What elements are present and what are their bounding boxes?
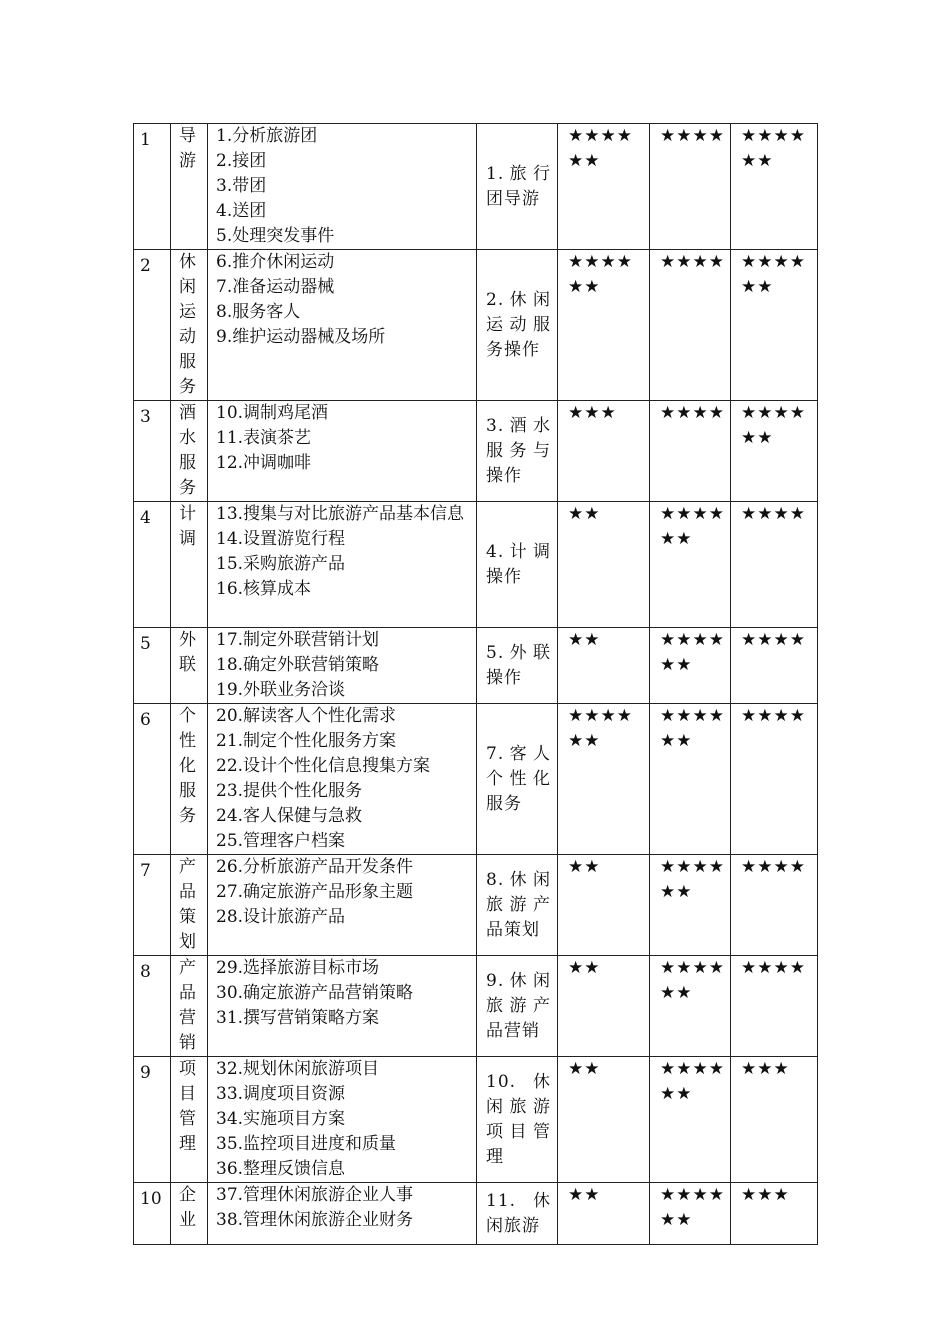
rating-stars: ★★★ bbox=[731, 1183, 818, 1245]
table-body bbox=[134, 124, 818, 1245]
rating-stars: ★★★★ bbox=[731, 855, 818, 956]
row-number: 6 bbox=[134, 704, 171, 855]
row-number: 7 bbox=[134, 855, 171, 956]
task-item: 4.送团 bbox=[216, 201, 267, 221]
course-module: 2.休闲运动服务操作 bbox=[477, 250, 558, 401]
curriculum-table bbox=[133, 123, 818, 1245]
task-item: 12.冲调咖啡 bbox=[216, 453, 312, 473]
task-item: 26.分析旅游产品开发条件 bbox=[216, 857, 414, 877]
task-item: 23.提供个性化服务 bbox=[216, 781, 363, 801]
job-category: 企业 bbox=[171, 1183, 208, 1245]
rating-stars: ★★★★★★ bbox=[650, 956, 731, 1057]
table-row bbox=[134, 250, 818, 401]
task-item: 14.设置游览行程 bbox=[216, 529, 346, 549]
task-item: 25.管理客户档案 bbox=[216, 831, 346, 851]
row-number: 8 bbox=[134, 956, 171, 1057]
rating-stars: ★★ bbox=[558, 628, 650, 704]
task-item: 18.确定外联营销策略 bbox=[216, 655, 380, 675]
row-number: 3 bbox=[134, 401, 171, 502]
rating-stars: ★★★★★★ bbox=[650, 628, 731, 704]
rating-stars: ★★★★ bbox=[731, 628, 818, 704]
work-tasks bbox=[208, 1183, 477, 1245]
course-module: 10. 休闲旅游项目管理 bbox=[477, 1057, 558, 1183]
work-tasks bbox=[208, 502, 477, 628]
row-number: 10 bbox=[134, 1183, 171, 1245]
job-category: 项目管理 bbox=[171, 1057, 208, 1183]
task-item: 21.制定个性化服务方案 bbox=[216, 731, 397, 751]
job-category: 计调 bbox=[171, 502, 208, 628]
rating-stars: ★★★★ bbox=[650, 124, 731, 250]
rating-stars: ★★ bbox=[558, 1183, 650, 1245]
task-item: 36.整理反馈信息 bbox=[216, 1159, 346, 1179]
table-row bbox=[134, 401, 818, 502]
rating-stars: ★★★★★★ bbox=[650, 502, 731, 628]
rating-stars: ★★★★★★ bbox=[558, 124, 650, 250]
job-category: 产品策划 bbox=[171, 855, 208, 956]
rating-stars: ★★ bbox=[558, 1057, 650, 1183]
table-row bbox=[134, 956, 818, 1057]
table-row bbox=[134, 704, 818, 855]
table-row bbox=[134, 502, 818, 628]
table-row bbox=[134, 628, 818, 704]
work-tasks bbox=[208, 628, 477, 704]
task-item: 10.调制鸡尾酒 bbox=[216, 403, 329, 423]
task-item: 13.搜集与对比旅游产品基本信息 bbox=[216, 504, 465, 524]
work-tasks bbox=[208, 704, 477, 855]
row-number: 1 bbox=[134, 124, 171, 250]
row-number: 4 bbox=[134, 502, 171, 628]
task-item: 17.制定外联营销计划 bbox=[216, 630, 380, 650]
job-category: 外联 bbox=[171, 628, 208, 704]
work-tasks bbox=[208, 956, 477, 1057]
table-row bbox=[134, 124, 818, 250]
task-item: 22.设计个性化信息搜集方案 bbox=[216, 756, 431, 776]
task-item: 31.撰写营销策略方案 bbox=[216, 1008, 380, 1028]
task-item: 7.准备运动器械 bbox=[216, 277, 335, 297]
task-item: 29.选择旅游目标市场 bbox=[216, 958, 380, 978]
task-item: 6.推介休闲运动 bbox=[216, 252, 335, 272]
work-tasks bbox=[208, 1057, 477, 1183]
rating-stars: ★★★★★★ bbox=[650, 1057, 731, 1183]
rating-stars: ★★ bbox=[558, 502, 650, 628]
rating-stars: ★★★★★★ bbox=[731, 124, 818, 250]
job-category: 休闲运动服务 bbox=[171, 250, 208, 401]
table-row bbox=[134, 1057, 818, 1183]
rating-stars: ★★★★★★ bbox=[650, 855, 731, 956]
task-item: 16.核算成本 bbox=[216, 579, 312, 599]
rating-stars: ★★ bbox=[558, 855, 650, 956]
work-tasks bbox=[208, 401, 477, 502]
row-number: 9 bbox=[134, 1057, 171, 1183]
task-item: 38.管理休闲旅游企业财务 bbox=[216, 1210, 414, 1230]
task-item: 5.处理突发事件 bbox=[216, 226, 335, 246]
task-item: 37.管理休闲旅游企业人事 bbox=[216, 1185, 414, 1205]
task-item: 20.解读客人个性化需求 bbox=[216, 706, 397, 726]
rating-stars: ★★★★★★ bbox=[650, 704, 731, 855]
task-item: 19.外联业务洽谈 bbox=[216, 680, 346, 700]
table-row bbox=[134, 1183, 818, 1245]
row-number: 2 bbox=[134, 250, 171, 401]
task-item: 28.设计旅游产品 bbox=[216, 907, 346, 927]
task-item: 34.实施项目方案 bbox=[216, 1109, 346, 1129]
task-item: 1.分析旅游团 bbox=[216, 126, 318, 146]
job-category: 个性化服务 bbox=[171, 704, 208, 855]
rating-stars: ★★★★★★ bbox=[731, 250, 818, 401]
table-row bbox=[134, 855, 818, 956]
task-item: 33.调度项目资源 bbox=[216, 1084, 346, 1104]
rating-stars: ★★★ bbox=[558, 401, 650, 502]
task-item: 9.维护运动器械及场所 bbox=[216, 327, 386, 347]
course-module: 8.休闲旅游产品策划 bbox=[477, 855, 558, 956]
work-tasks bbox=[208, 124, 477, 250]
rating-stars: ★★★★ bbox=[650, 250, 731, 401]
rating-stars: ★★★★ bbox=[731, 704, 818, 855]
rating-stars: ★★★ bbox=[731, 1057, 818, 1183]
rating-stars: ★★★★ bbox=[650, 401, 731, 502]
rating-stars: ★★★★★★ bbox=[558, 704, 650, 855]
task-item: 30.确定旅游产品营销策略 bbox=[216, 983, 414, 1003]
rating-stars: ★★★★ bbox=[731, 956, 818, 1057]
course-module: 7.客人个性化服务 bbox=[477, 704, 558, 855]
course-module: 3.酒水服务与操作 bbox=[477, 401, 558, 502]
task-item: 27.确定旅游产品形象主题 bbox=[216, 882, 414, 902]
course-module: 4.计调操作 bbox=[477, 502, 558, 628]
task-item: 11.表演茶艺 bbox=[216, 428, 312, 448]
course-module: 9.休闲旅游产品营销 bbox=[477, 956, 558, 1057]
task-item: 2.接团 bbox=[216, 151, 267, 171]
task-item: 3.带团 bbox=[216, 176, 267, 196]
row-number: 5 bbox=[134, 628, 171, 704]
task-item: 35.监控项目进度和质量 bbox=[216, 1134, 397, 1154]
rating-stars: ★★★★★★ bbox=[650, 1183, 731, 1245]
job-category: 产品营销 bbox=[171, 956, 208, 1057]
job-category: 酒水服务 bbox=[171, 401, 208, 502]
course-module: 5.外联操作 bbox=[477, 628, 558, 704]
task-item: 8.服务客人 bbox=[216, 302, 301, 322]
task-item: 32.规划休闲旅游项目 bbox=[216, 1059, 380, 1079]
job-category: 导游 bbox=[171, 124, 208, 250]
rating-stars: ★★★★★★ bbox=[558, 250, 650, 401]
course-module: 11. 休闲旅游 bbox=[477, 1183, 558, 1245]
rating-stars: ★★ bbox=[558, 956, 650, 1057]
task-item: 15.采购旅游产品 bbox=[216, 554, 346, 574]
course-module: 1.旅行团导游 bbox=[477, 124, 558, 250]
work-tasks bbox=[208, 250, 477, 401]
task-item: 24.客人保健与急救 bbox=[216, 806, 363, 826]
rating-stars: ★★★★★★ bbox=[731, 401, 818, 502]
rating-stars: ★★★★ bbox=[731, 502, 818, 628]
work-tasks bbox=[208, 855, 477, 956]
